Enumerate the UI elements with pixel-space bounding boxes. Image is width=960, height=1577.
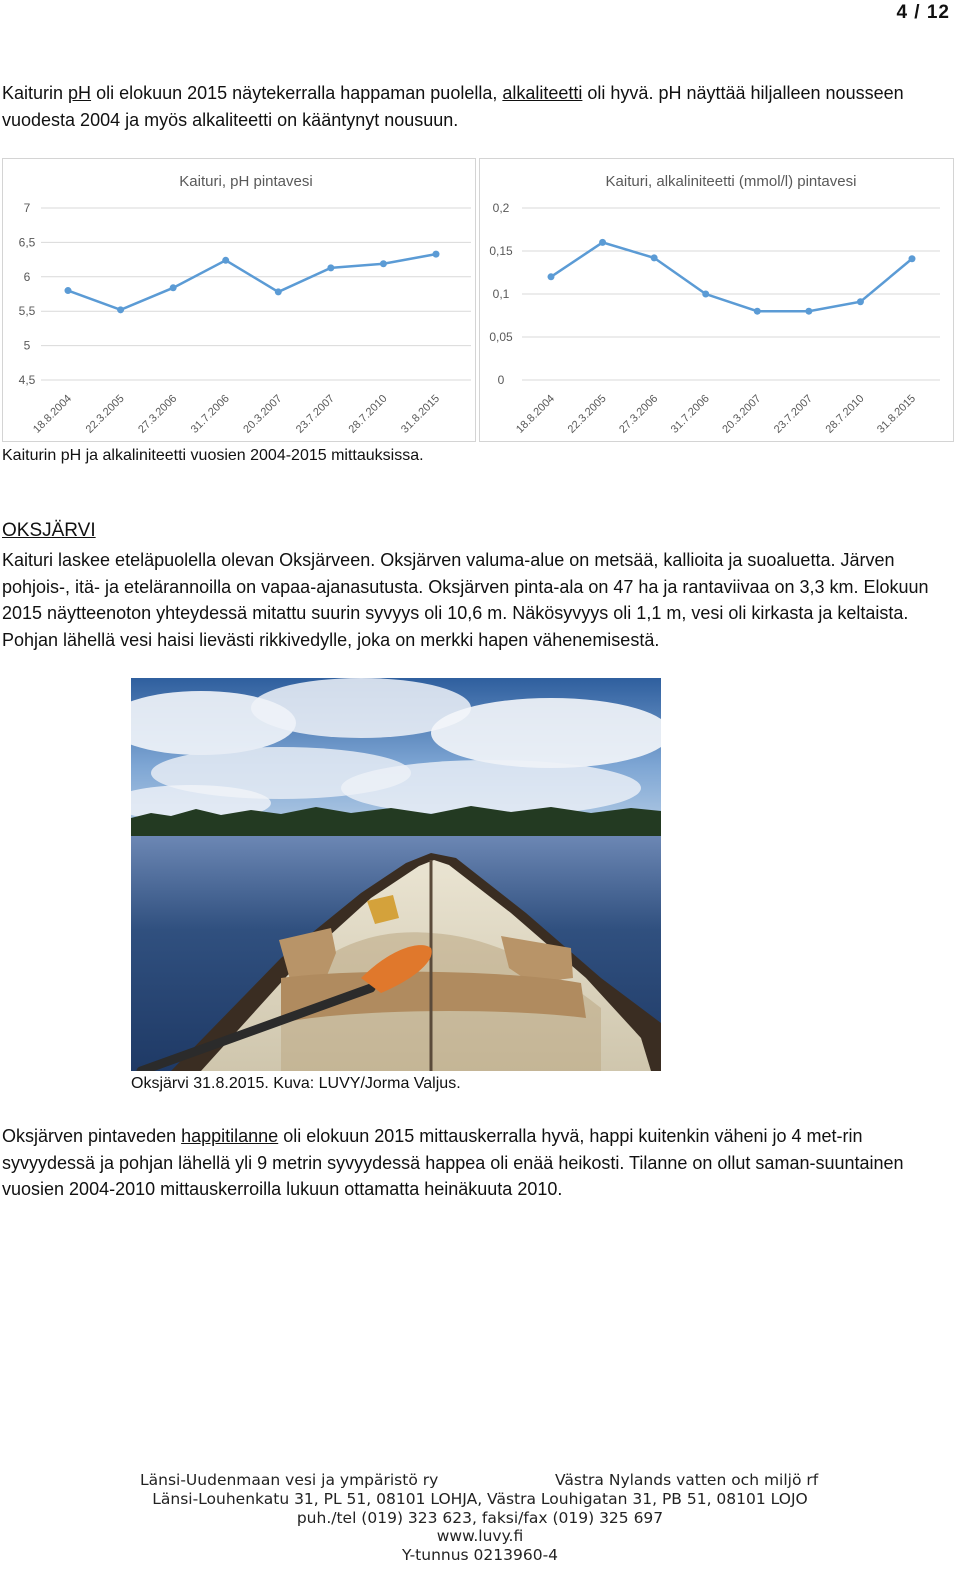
- alkalinity-chart: [479, 158, 954, 442]
- x-tick-label: 18.8.2004: [31, 392, 75, 436]
- data-point: [548, 273, 555, 280]
- y-tick-label: 6,5: [18, 235, 36, 250]
- chart-title: Kaituri, pH pintavesi: [179, 173, 313, 190]
- data-point: [170, 284, 177, 291]
- x-tick-label: 20.3.2007: [241, 392, 285, 436]
- data-point: [651, 254, 658, 261]
- page-number: 4 / 12: [896, 2, 950, 23]
- y-tick-label: 4,5: [18, 373, 36, 387]
- y-tick-label: 0,2: [492, 201, 510, 215]
- x-tick-label: 22.3.2005: [83, 392, 127, 436]
- data-point: [805, 308, 812, 315]
- x-tick-label: 27.3.2006: [617, 392, 661, 436]
- data-point: [380, 260, 387, 267]
- x-tick-label: 23.7.2007: [771, 392, 815, 436]
- footer: [0, 1471, 960, 1564]
- happitilanne-link[interactable]: happitilanne: [181, 1126, 279, 1146]
- footer-phone: puh./tel (019) 323 623, faksi/fax (019) 325 697: [296, 1508, 664, 1527]
- y-tick-label: 6: [23, 269, 31, 284]
- x-tick-label: 28.7.2010: [823, 392, 867, 436]
- y-tick-label: 5,5: [18, 304, 36, 319]
- y-tick-label: 0,15: [489, 244, 513, 258]
- x-tick-label: 22.3.2005: [565, 392, 609, 436]
- footer-business-id: Y-tunnus 0213960-4: [401, 1545, 559, 1564]
- x-tick-label: 27.3.2006: [136, 392, 180, 436]
- data-point: [275, 288, 282, 295]
- lake-photo: [131, 678, 661, 1071]
- intro-paragraph: Kaiturin pH oli elokuun 2015 näytekerralla happaman puolella, alkaliteetti oli hyvä. pH näyttää hiljalleen nousseen vuodesta 2004 ja myös alkaliteetti on kääntynyt nousuun.: [2, 83, 904, 130]
- data-point: [222, 257, 229, 264]
- x-tick-label: 28.7.2010: [346, 392, 390, 436]
- data-point: [327, 264, 334, 271]
- ph-link[interactable]: pH: [68, 83, 92, 103]
- data-point: [857, 298, 864, 305]
- ph-chart-svg: [3, 159, 475, 441]
- footer-org-row: [0, 1471, 960, 1490]
- data-point: [117, 306, 124, 313]
- x-tick-label: 18.8.2004: [514, 392, 558, 436]
- ph-chart: [2, 158, 476, 442]
- x-tick-label: 31.8.2015: [875, 392, 919, 436]
- data-point: [702, 291, 709, 298]
- y-tick-label: 0: [497, 373, 505, 387]
- photo-caption: Oksjärvi 31.8.2015. Kuva: LUVY/Jorma Valjus.: [131, 1075, 461, 1092]
- x-tick-label: 23.7.2007: [293, 392, 337, 436]
- data-point: [433, 251, 440, 258]
- y-tick-label: 5: [23, 338, 31, 353]
- data-point: [909, 255, 916, 262]
- x-tick-label: 31.7.2006: [668, 392, 712, 436]
- footer-org-sv: Västra Nylands vatten och miljö rf: [555, 1471, 819, 1489]
- footer-org-fi: Länsi-Uudenmaan vesi ja ympäristö ry: [140, 1471, 439, 1489]
- data-point: [599, 239, 606, 246]
- footer-web[interactable]: www.luvy.fi: [436, 1527, 524, 1545]
- x-tick-label: 20.3.2007: [720, 392, 764, 436]
- y-tick-label: 7: [23, 201, 31, 215]
- data-point: [65, 287, 72, 294]
- section-heading[interactable]: OKSJÄRVI: [2, 520, 96, 541]
- x-tick-label: 31.8.2015: [399, 392, 443, 436]
- section-text: Kaituri laskee eteläpuolella olevan Oksjärveen. Oksjärven valuma-alue on metsää, kallioita ja suoaluetta. Järven pohjois-, itä- ja etelärannoilla on vapaa-ajanasutusta. Oksjärven pinta-ala on 47 ha ja rantaviivaa on 3,3 km. Elokuun 2015 näytteenoton yhteydessä mitattu suurin syvyys oli 10,6 m. Näkösyvyys oli 1,1 m, vesi oli kirkasta ja keltaista. Pohjan lähellä vesi haisi lievästi rikkivedylle, joka on merkki hapen vähenemisestä.: [2, 550, 929, 650]
- alkaliteetti-link[interactable]: alkaliteetti: [502, 83, 583, 103]
- chart-title: Kaituri, alkaliniteetti (mmol/l) pintavesi: [605, 173, 857, 190]
- y-tick-label: 0,1: [492, 287, 510, 301]
- data-point: [754, 308, 761, 315]
- chart-caption: Kaiturin pH ja alkaliniteetti vuosien 2004-2015 mittauksissa.: [2, 447, 424, 464]
- closing-paragraph: Oksjärven pintaveden happitilanne oli elokuun 2015 mittauskerralla hyvä, happi kuitenkin väheni jo 4 met-rin syvyydessä ja pohjan lähellä yli 9 metrin syvyydessä happea oli enää heikosti. Tilanne on ollut saman-suuntainen vuosien 2004-2010 mittauskerroilla lukuun ottamatta heinäkuuta 2010.: [2, 1126, 904, 1199]
- y-tick-label: 0,05: [489, 330, 513, 344]
- footer-address: Länsi-Louhenkatu 31, PL 51, 08101 LOHJA, Västra Louhigatan 31, PB 51, 08101 LOJO: [152, 1490, 808, 1508]
- alkalinity-chart-svg: [480, 159, 953, 441]
- x-tick-label: 31.7.2006: [188, 392, 232, 436]
